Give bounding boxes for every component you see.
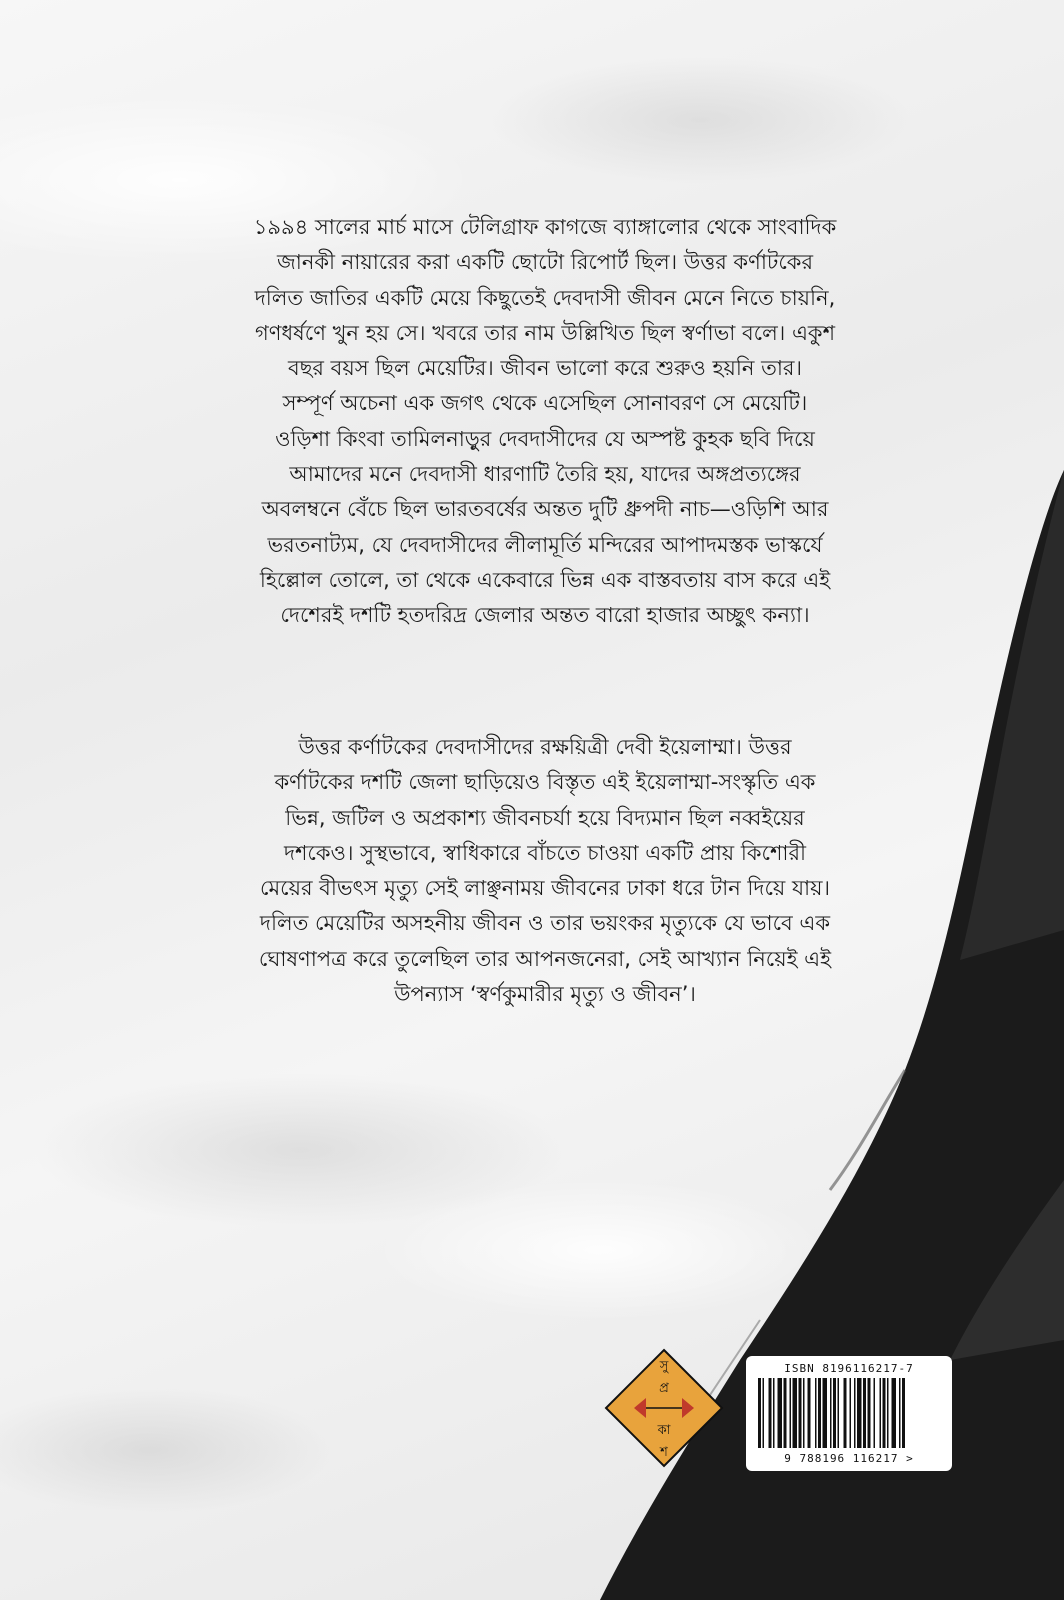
text-line: সম্পূর্ণ অচেনা এক জগৎ থেকে এসেছিল সোনাবরণ সে মেয়েটি। (282, 391, 808, 416)
isbn-label (746, 1362, 952, 1375)
barcode-bar (823, 1378, 828, 1448)
barcode-bar (763, 1378, 765, 1448)
barcode-bar (773, 1378, 775, 1448)
barcode-bar (833, 1378, 836, 1448)
barcode-bar (850, 1378, 852, 1448)
text-line: মেয়ের বীভৎস মৃত্যু সেই লাঞ্ছনাময় জীবনের ঢাকা ধরে টান দিয়ে যায়। (259, 876, 831, 901)
text-line: দলিত জাতির একটি মেয়ে কিছুতেই দেবদাসী জীবন মেনে নিতে চায়নি, (254, 285, 836, 310)
logo-letter: সু (659, 1359, 669, 1374)
text-line: আমাদের মনে দেবদাসী ধারণাটি তৈরি হয়, যাদের অঙ্গপ্রত্যঙ্গের (289, 462, 801, 487)
barcode-bar (902, 1378, 905, 1448)
barcode (746, 1356, 952, 1471)
text-line: ওড়িশা কিংবা তামিলনাড়ুর দেবদাসীদের যে অস্পষ্ট কুহক ছবি দিয়ে (275, 426, 815, 451)
barcode-bar (899, 1378, 901, 1448)
logo-letter: প্র (659, 1381, 669, 1396)
barcode-bar (863, 1378, 866, 1448)
barcode-bar (808, 1378, 811, 1448)
logo-letter: শ (660, 1445, 668, 1460)
text-line: ভিন্ন, জটিল ও অপ্রকাশ্য জীবনচর্যা হয়ে বিদ্যমান ছিল নব্বইয়ের (285, 805, 805, 830)
barcode-bar (880, 1378, 882, 1448)
barcode-digits: 9 788196 116217 > (784, 1452, 914, 1465)
barcode-bar (857, 1378, 862, 1448)
barcode-bar (784, 1378, 787, 1448)
barcode-bar (874, 1378, 876, 1448)
blurb-paragraph-1 (190, 210, 900, 634)
barcode-bar (818, 1378, 821, 1448)
barcode-bar (799, 1378, 802, 1448)
barcode-bar (803, 1378, 805, 1448)
barcode-bar (790, 1378, 792, 1448)
text-line: দেশেরই দশটি হতদরিদ্র জেলার অন্তত বারো হাজার অচ্ছুৎ কন্যা। (280, 603, 810, 628)
text-line: বছর বয়স ছিল মেয়েটির। জীবন ভালো করে শুরুও হয়নি তার। (288, 356, 802, 381)
text-line: হিল্লোল তোলে, তা থেকে একেবারে ভিন্ন এক বাস্তবতায় বাস করে এই (259, 567, 831, 592)
barcode-bar (838, 1378, 840, 1448)
text-line: উত্তর কর্ণাটকের দেবদাসীদের রক্ষয়িত্রী দেবী ইয়েলাম্মা। উত্তর (298, 735, 792, 759)
text-line: জানকী নায়ারের করা একটি ছোটো রিপোর্ট ছিল। উত্তর কর্ণাটকের (276, 250, 814, 275)
barcode-bar (844, 1378, 847, 1448)
text-line: ভরতনাট্যম, যে দেবদাসীদের লীলামূর্তি মন্দিরের আপাদমস্তক ভাস্কর্যে (267, 532, 823, 557)
blurb-paragraph-2 (190, 730, 900, 1012)
barcode-bar (887, 1378, 889, 1448)
isbn-number: ISBN 8196116217 (784, 1362, 899, 1375)
barcode-bar (892, 1378, 897, 1448)
text-line: দশকেও। সুস্থভাবে, স্বাধিকারে বাঁচতে চাওয়া একটি প্রায় কিশোরী (283, 840, 807, 865)
barcode-bar (830, 1378, 832, 1448)
isbn-check: -7 (898, 1362, 914, 1375)
text-line: দলিত মেয়েটির অসহনীয় জীবন ও তার ভয়ংকর মৃত্যুকে যে ভাবে এক (259, 911, 831, 936)
barcode-bar (868, 1378, 871, 1448)
barcode-bar (778, 1378, 783, 1448)
publisher-logo (604, 1348, 724, 1468)
text-line: গণধর্ষণে খুন হয় সে। খবরে তার নাম উল্লিখিত ছিল স্বর্ণাভা বলে। একুশ (254, 320, 836, 345)
barcode-bar (793, 1378, 798, 1448)
barcode-bar (883, 1378, 886, 1448)
text-line: ঘোষণাপত্র করে তুলেছিল তার আপনজনেরা, সেই আখ্যান নিয়েই এই (258, 946, 832, 971)
barcode-bar (815, 1378, 817, 1448)
text-line: কর্ণাটকের দশটি জেলা ছাড়িয়েও বিস্তৃত এই ইয়েলাম্মা-সংস্কৃতি এক (274, 770, 816, 795)
text-line: ১৯৯৪ সালের মার্চ মাসে টেলিগ্রাফ কাগজে ব্যাঙ্গালোর থেকে সাংবাদিক (253, 215, 837, 239)
text-line: অবলম্বনে বেঁচে ছিল ভারতবর্ষের অন্তত দুটি ধ্রুপদী নাচ—ওড়িশি আর (261, 497, 829, 522)
text-line: উপন্যাস ‘স্বর্ণকুমারীর মৃত্যু ও জীবন’। (394, 982, 696, 1007)
barcode-bar (854, 1378, 856, 1448)
barcode-bar (758, 1378, 761, 1448)
barcode-bars (758, 1378, 942, 1448)
logo-letter: কা (657, 1423, 671, 1438)
barcode-bar (769, 1378, 772, 1448)
